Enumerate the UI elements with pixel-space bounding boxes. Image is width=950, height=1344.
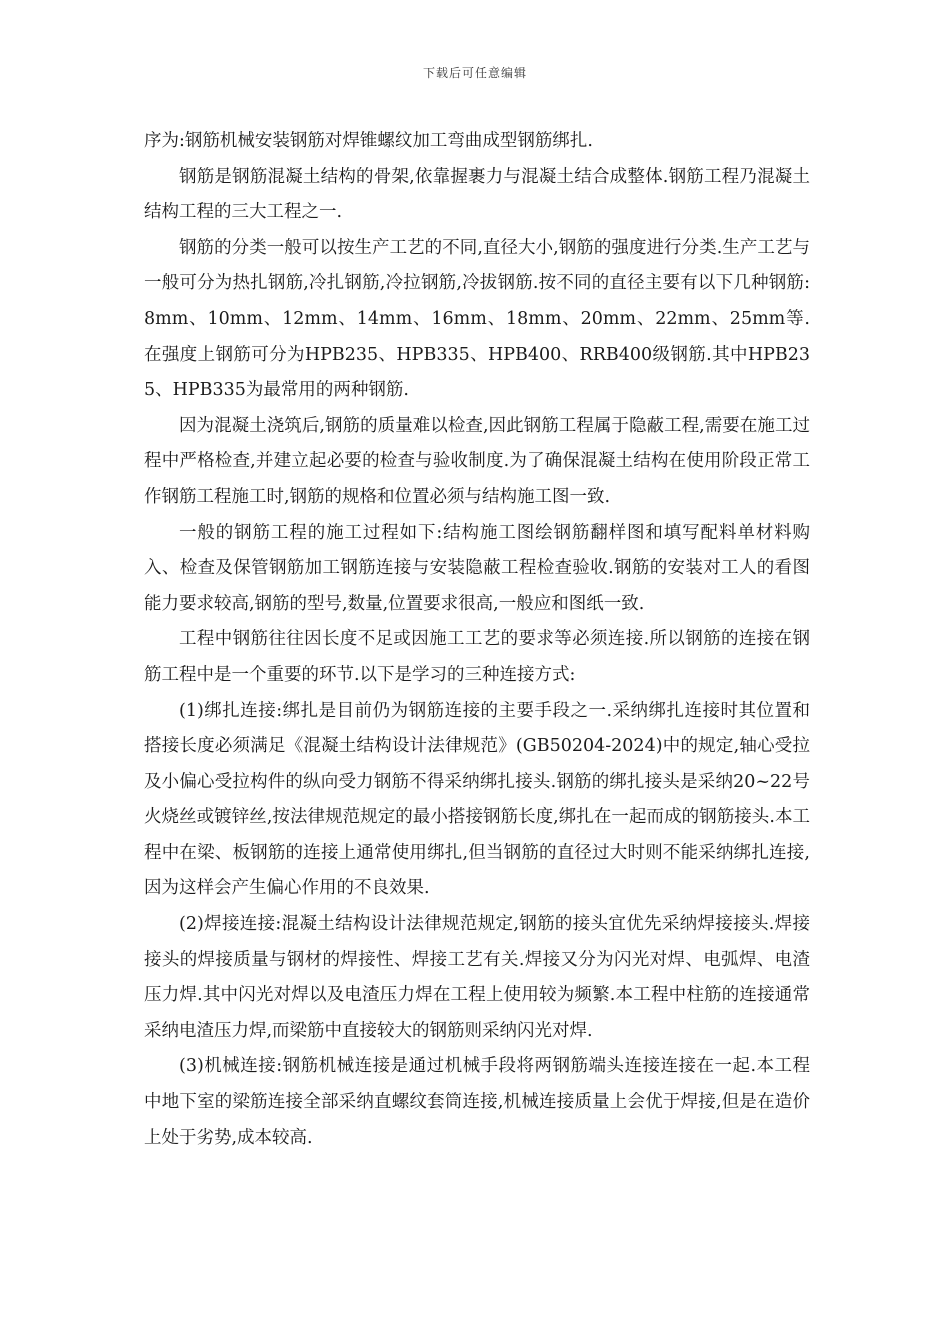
paragraph-1: 序为:钢筋机械安装钢筋对焊锥螺纹加工弯曲成型钢筋绑扎. bbox=[144, 131, 593, 151]
paragraph-2: 钢筋是钢筋混凝土结构的骨架,依靠握裹力与混凝土结合成整体.钢筋工程乃混凝土结构工程的三大工程之一. bbox=[144, 166, 810, 223]
paragraph-4: 因为混凝土浇筑后,钢筋的质量难以检查,因此钢筋工程属于隐蔽工程,需要在施工过程中严格检查,并建立起必要的检查与验收制度.为了确保混凝土结构在使用阶段正常工作钢筋工程施工时,钢筋的规格和位置必须与结构施工图一致. bbox=[144, 415, 810, 507]
paragraph-5: 一般的钢筋工程的施工过程如下:结构施工图绘钢筋翻样图和填写配料单材料购入、检查及保管钢筋加工钢筋连接与安装隐蔽工程检查验收.钢筋的安装对工人的看图能力要求较高,钢筋的型号,数量,位置要求很高,一般应和图纸一致. bbox=[144, 522, 810, 614]
paragraph-8: (2)焊接连接:混凝土结构设计法律规范规定,钢筋的接头宜优先采纳焊接接头.焊接接头的焊接质量与钢材的焊接性、焊接工艺有关.焊接又分为闪光对焊、电弧焊、电渣压力焊.其中闪光对焊以及电渣压力焊在工程上使用较为频繁.本工程中柱筋的连接通常采纳电渣压力焊,而梁筋中直接较大的钢筋则采纳闪光对焊. bbox=[144, 914, 810, 1041]
paragraph-3: 钢筋的分类一般可以按生产工艺的不同,直径大小,钢筋的强度进行分类.生产工艺与一般可分为热扎钢筋,冷扎钢筋,冷拉钢筋,冷拔钢筋.按不同的直径主要有以下几种钢筋:8mm、10mm、12mm、14mm、16mm、18mm、20mm、22mm、25mm等.在强度上钢筋可分为HPB235、HPB335、HPB400、RRB400级钢筋.其中HPB235、HPB335为最常用的两种钢筋. bbox=[144, 237, 810, 401]
document-body bbox=[144, 124, 810, 1156]
paragraph-7: (1)绑扎连接:绑扎是目前仍为钢筋连接的主要手段之一.采纳绑扎连接时其位置和搭接长度必须满足《混凝土结构设计法律规范》(GB50204-2024)中的规定,轴心受拉及小偏心受拉构件的纵向受力钢筋不得采纳绑扎接头.钢筋的绑扎接头是采纳20~22号火烧丝或镀锌丝,按法律规范规定的最小搭接钢筋长度,绑扎在一起而成的钢筋接头.本工程中在梁、板钢筋的连接上通常使用绑扎,但当钢筋的直径过大时则不能采纳绑扎连接,因为这样会产生偏心作用的不良效果. bbox=[144, 700, 810, 899]
page-header: 下载后可任意编辑 bbox=[422, 66, 527, 80]
paragraph-6: 工程中钢筋往往因长度不足或因施工工艺的要求等必须连接.所以钢筋的连接在钢筋工程中是一个重要的环节.以下是学习的三种连接方式: bbox=[144, 629, 810, 685]
paragraph-9: (3)机械连接:钢筋机械连接是通过机械手段将两钢筋端头连接连接在一起.本工程中地下室的梁筋连接全部采纳直螺纹套筒连接,机械连接质量上会优于焊接,但是在造价上处于劣势,成本较高. bbox=[144, 1056, 810, 1148]
